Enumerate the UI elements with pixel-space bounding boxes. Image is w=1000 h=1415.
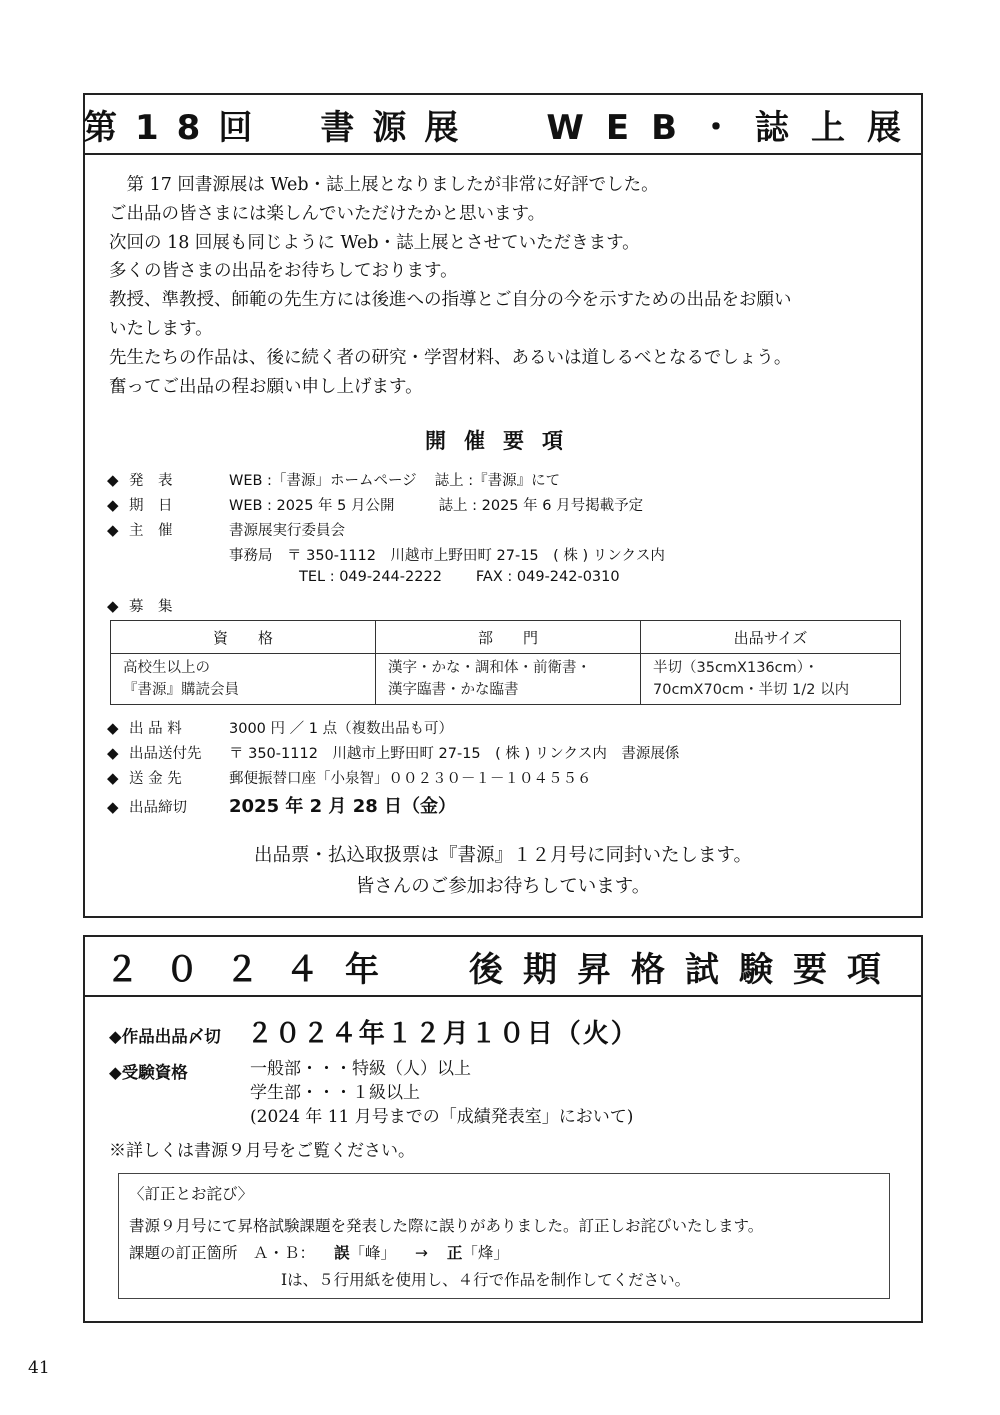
exhibition-title <box>85 95 921 155</box>
qualification-list <box>250 1057 633 1129</box>
cell-line: 半切（35cmX136cm）・ <box>653 660 819 676</box>
work-deadline-row <box>109 1013 639 1050</box>
cell-line: 漢字・かな・調和体・前衛書・ <box>388 660 591 676</box>
row-value: 書源展実行委員会 <box>229 523 345 539</box>
row-value: WEB : 2025 年 5 月公開 <box>229 498 395 514</box>
cell-line: 『書源』購読会員 <box>123 682 239 698</box>
table-header: 出品サイズ <box>641 621 901 654</box>
row-label: 送 金 先 <box>129 771 182 787</box>
recruit-row <box>107 595 229 616</box>
closing-text <box>85 840 921 902</box>
tel-number: TEL : 049-244-2222 <box>299 569 442 585</box>
cell-line: 漢字臨書・かな臨書 <box>388 682 519 698</box>
table-cell <box>111 654 376 705</box>
table-cell <box>376 654 641 705</box>
right-label: 正 <box>446 1244 463 1262</box>
correction-line: Ⅰは、５行用紙を使用し、４行で作品を制作してください。 <box>281 1271 691 1289</box>
row-label: ◆受験資格 <box>109 1063 188 1082</box>
correction-prefix: 課題の訂正箇所 Ａ・Ｂ： <box>129 1244 316 1262</box>
table-row <box>111 654 901 705</box>
closing-line: 皆さんのご参加お待ちしています。 <box>355 876 651 897</box>
closing-line: 出品票・払込取扱票は『書源』１２月号に同封いたします。 <box>253 845 753 866</box>
qualification-line: 学生部・・・１級以上 <box>250 1083 420 1103</box>
date-row <box>107 494 643 515</box>
row-label: 出品締切 <box>129 800 187 816</box>
intro-line: 奮ってご出品の程お願い申し上げます。 <box>109 376 423 397</box>
fee-row <box>107 717 453 738</box>
announcement-row <box>107 469 560 490</box>
row-label: 主 催 <box>129 523 173 539</box>
qualification-row <box>109 1059 188 1083</box>
row-value: 3000 円 ／ 1 点（複数出品も可） <box>229 721 454 737</box>
organizer-row <box>107 519 345 540</box>
title-part-edition: 第18回 <box>83 107 271 148</box>
correction-line: 書源９月号にて昇格試験課題を発表した際に誤りがありました。訂正しお詫びいたします。 <box>129 1217 764 1235</box>
details-note: ※詳しくは書源９月号をご覧ください。 <box>109 1141 415 1161</box>
row-label: ◆作品出品〆切 <box>109 1027 221 1046</box>
wrong-label: 誤 <box>333 1244 350 1262</box>
overview-heading: 開催要項 <box>425 429 581 453</box>
cell-line: 70cmX70cm・半切 1/2 以内 <box>653 682 850 698</box>
promotion-exam-title <box>85 937 921 997</box>
row-label: 期 日 <box>129 498 173 514</box>
row-label: 募 集 <box>129 599 173 615</box>
wrong-value: 「峰」 <box>349 1244 396 1262</box>
diamond-icon: ◆ <box>107 496 119 514</box>
row-value: 誌上 :『書源』にて <box>434 473 561 489</box>
table-header: 資 格 <box>111 621 376 654</box>
cell-line: 高校生以上の <box>123 660 210 676</box>
diamond-icon: ◆ <box>107 521 119 539</box>
diamond-icon: ◆ <box>107 719 119 737</box>
fax-number: FAX : 049-242-0310 <box>475 569 620 585</box>
row-value: 〒 350-1112 川越市上野田町 27-15 ( 株 ) リンクス内 書源展係 <box>229 746 680 762</box>
diamond-icon: ◆ <box>107 769 119 787</box>
intro-text <box>109 171 909 401</box>
row-value: 2025 年 2 月 28 日（金） <box>229 796 457 817</box>
intro-line: ご出品の皆さまには楽しんでいただけたかと思います。 <box>109 203 546 224</box>
row-value: 誌上 : 2025 年 6 月号掲載予定 <box>438 498 644 514</box>
diamond-icon: ◆ <box>107 798 119 816</box>
qualification-line: (2024 年 11 月号までの「成績発表室」において) <box>250 1107 634 1127</box>
remit-row <box>107 767 592 788</box>
table-header-row <box>111 621 901 654</box>
title-part-year: ２０２４年 <box>105 949 405 990</box>
correction-title: 〈訂正とお詫び〉 <box>129 1185 254 1203</box>
table-cell <box>641 654 901 705</box>
office-address: 事務局 〒 350-1112 川越市上野田町 27-15 ( 株 ) リンクス内 <box>229 548 665 564</box>
deadline-date: ２０２４年１２月１０日（火） <box>246 1019 639 1049</box>
title-part-format: WEB・誌上展 <box>546 107 923 148</box>
qualification-line: 一般部・・・特級（人）以上 <box>250 1059 471 1079</box>
intro-line: 教授、準教授、師範の先生方には後進への指導とご自分の今を示すための出品をお願い <box>109 290 792 311</box>
row-label: 出 品 料 <box>129 721 182 737</box>
diamond-icon: ◆ <box>107 471 119 489</box>
correction-line <box>129 1241 509 1263</box>
intro-line: 次回の 18 回展も同じように Web・誌上展とさせていただきます。 <box>109 232 640 253</box>
diamond-icon: ◆ <box>107 744 119 762</box>
title-part-name: 書源展 <box>320 107 477 148</box>
row-label: 発 表 <box>129 473 173 489</box>
arrow-right-icon: → <box>414 1244 428 1262</box>
promotion-exam-section <box>83 935 923 1323</box>
intro-line: いたします。 <box>109 318 213 339</box>
exhibition-section <box>83 93 923 918</box>
intro-line: 多くの皆さまの出品をお待ちしております。 <box>109 261 458 282</box>
diamond-icon: ◆ <box>107 597 119 615</box>
deadline-row <box>107 792 456 818</box>
contact-row <box>299 569 620 585</box>
row-value: 郵便振替口座「小泉智」００２３０－１－１０４５５６ <box>229 771 592 787</box>
row-value: WEB :「書源」ホームページ <box>229 473 417 489</box>
table-header: 部 門 <box>376 621 641 654</box>
right-value: 「烽」 <box>462 1244 509 1262</box>
intro-line: 先生たちの作品は、後に続く者の研究・学習材料、あるいは道しるべとなるでしょう。 <box>109 347 792 368</box>
recruit-table <box>110 620 901 705</box>
title-part-name: 後期昇格試験要項 <box>469 949 901 990</box>
intro-line: 第 17 回書源展は Web・誌上展となりましたが非常に好評でした。 <box>126 175 659 195</box>
send-row <box>107 742 679 763</box>
correction-box <box>118 1173 890 1299</box>
page-number: 41 <box>28 1358 50 1378</box>
row-label: 出品送付先 <box>129 746 202 762</box>
